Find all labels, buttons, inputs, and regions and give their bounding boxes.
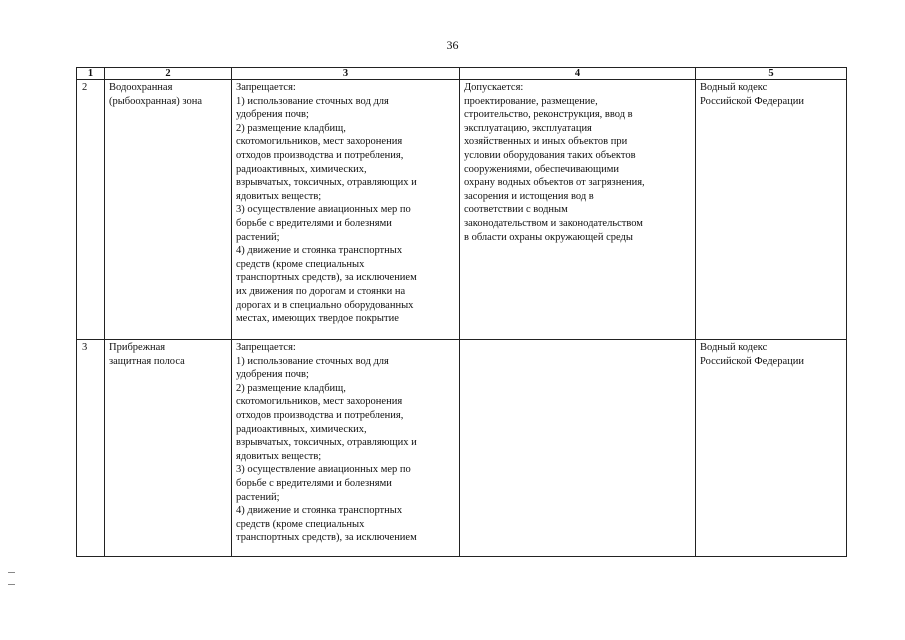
prohibited-line: отходов производства и потребления, <box>236 149 404 161</box>
prohibited-line: растений; <box>236 231 280 243</box>
header-col-2: 2 <box>105 68 232 80</box>
prohibited-line: транспортных средств), за исключением <box>236 272 417 284</box>
source-line: Российской Федерации <box>700 355 804 367</box>
allowed-line: условии оборудования таких объектов <box>464 149 636 161</box>
prohibited-line: взрывчатых, токсичных, отравляющих и <box>236 437 417 449</box>
zones-table <box>76 67 847 557</box>
table-header-row <box>77 68 847 80</box>
prohibited-line: Запрещается: <box>236 82 296 93</box>
prohibited-line: 4) движение и стоянка транспортных <box>236 245 403 257</box>
zone-name-line: Прибрежная <box>109 342 166 353</box>
prohibited-line: борьбе с вредителями и болезнями <box>236 217 392 229</box>
prohibited-line: 2) размещение кладбищ, <box>236 382 346 394</box>
prohibited-line: радиоактивных, химических, <box>236 423 367 435</box>
source-cell <box>696 340 847 557</box>
row-number: 3 <box>77 340 105 557</box>
header-col-5: 5 <box>696 68 847 80</box>
allowed-cell <box>460 340 696 557</box>
source-line: Водный кодекс <box>700 82 768 93</box>
prohibited-line: 1) использование сточных вод для <box>236 95 389 107</box>
header-col-3: 3 <box>232 68 460 80</box>
zone-name-line: (рыбоохранная) зона <box>109 95 203 107</box>
allowed-line: хозяйственных и иных объектов при <box>464 136 628 148</box>
prohibited-line: удобрения почв; <box>236 369 309 381</box>
source-line: Российской Федерации <box>700 95 804 107</box>
source-line: Водный кодекс <box>700 342 768 353</box>
margin-mark <box>8 572 15 573</box>
allowed-line: строительство, реконструкция, ввод в <box>464 109 633 121</box>
prohibited-line: скотомогильников, мест захоронения <box>236 396 403 408</box>
table-row <box>77 80 847 340</box>
prohibited-line: средств (кроме специальных <box>236 518 365 530</box>
zone-name-cell <box>105 80 232 340</box>
allowed-cell <box>460 80 696 340</box>
prohibited-line: 4) движение и стоянка транспортных <box>236 505 403 517</box>
row-number: 2 <box>77 80 105 340</box>
prohibited-line: 3) осуществление авиационных мер по <box>236 204 411 216</box>
prohibited-line: скотомогильников, мест захоронения <box>236 136 403 148</box>
prohibited-line: Запрещается: <box>236 342 296 353</box>
prohibited-line: радиоактивных, химических, <box>236 163 367 175</box>
allowed-line: соответствии с водным <box>464 204 568 216</box>
zone-name-line: защитная полоса <box>109 355 185 367</box>
prohibited-line: их движения по дорогам и стоянки на <box>236 285 406 297</box>
prohibited-line: взрывчатых, токсичных, отравляющих и <box>236 177 417 189</box>
prohibited-line: растений; <box>236 491 280 503</box>
prohibited-line: 1) использование сточных вод для <box>236 355 389 367</box>
prohibited-line: средств (кроме специальных <box>236 258 365 270</box>
page-number: 36 <box>446 38 459 52</box>
prohibited-line: транспортных средств), за исключением <box>236 532 417 544</box>
header-col-4: 4 <box>460 68 696 80</box>
allowed-line: охрану водных объектов от загрязнения, <box>464 177 645 189</box>
allowed-line: законодательством и законодательством <box>464 217 643 229</box>
prohibited-line: дорогах и в специально оборудованных <box>236 299 414 311</box>
allowed-line: проектирование, размещение, <box>464 95 598 107</box>
allowed-line: засорения и истощения вод в <box>464 190 594 202</box>
zone-name-line: Водоохранная <box>109 82 173 93</box>
prohibited-line: 3) осуществление авиационных мер по <box>236 464 411 476</box>
allowed-line: Допускается: <box>464 82 524 93</box>
allowed-line: сооружениями, обеспечивающими <box>464 163 619 175</box>
table-row <box>77 340 847 557</box>
header-col-1: 1 <box>77 68 105 80</box>
prohibited-line: ядовитых веществ; <box>236 190 322 202</box>
prohibited-line: удобрения почв; <box>236 109 309 121</box>
prohibited-line: местах, имеющих твердое покрытие <box>236 313 399 325</box>
prohibited-line: ядовитых веществ; <box>236 450 322 462</box>
allowed-line: в области охраны окружающей среды <box>464 231 633 243</box>
prohibited-line: борьбе с вредителями и болезнями <box>236 477 392 489</box>
allowed-line: эксплуатацию, эксплуатация <box>464 122 592 134</box>
zone-name-cell <box>105 340 232 557</box>
source-cell <box>696 80 847 340</box>
prohibited-cell <box>232 80 460 340</box>
prohibited-cell <box>232 340 460 557</box>
margin-mark <box>8 584 15 585</box>
prohibited-line: отходов производства и потребления, <box>236 409 404 421</box>
prohibited-line: 2) размещение кладбищ, <box>236 122 346 134</box>
